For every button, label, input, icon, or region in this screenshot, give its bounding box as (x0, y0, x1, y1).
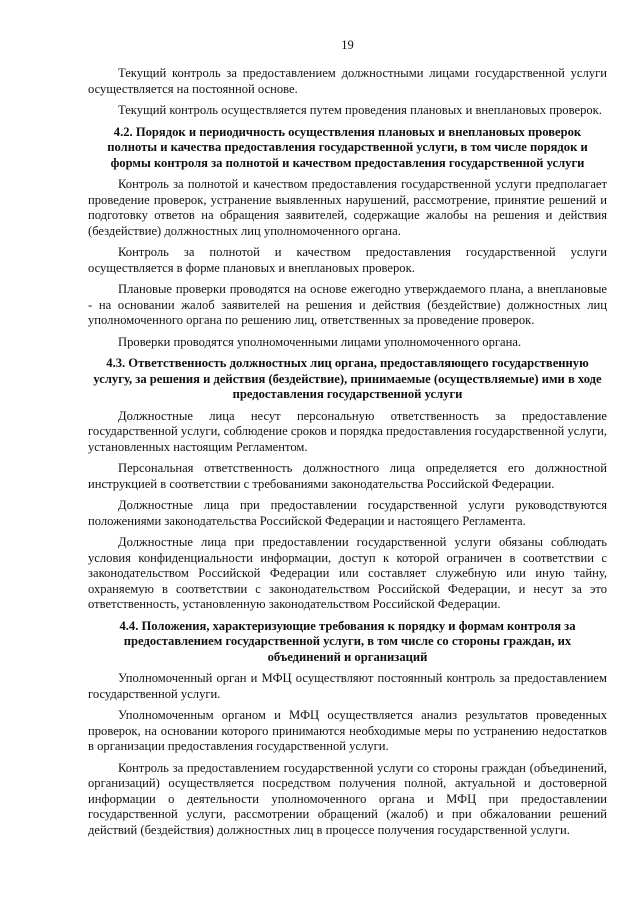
paragraph-quality-control-scope: Контроль за полнотой и качеством предоставления государственной услуги предполагает проведение проверок, устранение выявленных нарушений, рассмотрение, принятие решений и подготовку ответов на обращения заявителей, содержащие жалобы на решения и действия (бездействие) должностных лиц уполномоченного органа. (88, 177, 607, 238)
paragraph-job-description: Персональная ответственность должностного лица определяется его должностной инструкцией в соответствии с требованиями законодательства Российской Федерации. (88, 461, 607, 491)
paragraph-citizen-control: Контроль за предоставлением государственной услуги со стороны граждан (объединений, организаций) осуществляется посредством получения полной, актуальной и достоверной информации о деятельности уполномоченного органа и МФЦ при предоставлении государственной услуги, рассмотрении обращений (жалоб) и при обжаловании решений действий (бездействия) должностных лиц в процессе получения государственной услуги. (88, 760, 607, 837)
paragraph-quality-control-form: Контроль за полнотой и качеством предоставления государственной услуги осуществляется в форме плановых и внеплановых проверок. (88, 245, 607, 275)
paragraph-permanent-control: Уполномоченный орган и МФЦ осуществляют постоянный контроль за предоставлением государственной услуги. (88, 671, 607, 701)
paragraph-inspectors: Проверки проводятся уполномоченными лицами уполномоченного органа. (118, 334, 522, 349)
section-heading-4-2: 4.2. Порядок и периодичность осуществления плановых и внеплановых проверок полноты и качества предоставления государственной услуги, в том числе порядок и формы контроля за полнотой и качеством предоставления государственной услуги (107, 124, 588, 170)
paragraph-planned-inspections: Плановые проверки проводятся на основе ежегодно утверждаемого плана, а внеплановые - на основании жалоб заявителей на решения и действия (бездействие) должностных лиц уполномоченного органа по решению лиц, ответственных за проведение проверок. (88, 282, 607, 327)
paragraph-legislation-guidance: Должностные лица при предоставлении государственной услуги руководствуются положениями законодательства Российской Федерации и настоящего Регламента. (88, 498, 607, 528)
paragraph-results-analysis: Уполномоченным органом и МФЦ осуществляется анализ результатов проведенных проверок, на основании которого принимаются необходимые меры по устранению недостатков в организации предоставления государственной услуги. (88, 708, 607, 753)
paragraph-confidentiality: Должностные лица при предоставлении государственной услуги обязаны соблюдать условия конфиденциальности информации, доступ к которой ограничен в соответствии с законодательством Российской Федерации или составляет служебную или иную тайну, охраняемую в соответствии с законодательством Российской Федерации, и несут за это ответственность, установленную законодательством Российской Федерации. (88, 535, 607, 611)
page-number: 19 (341, 38, 354, 52)
section-heading-4-4: 4.4. Положения, характеризующие требования к порядку и формам контроля за предоставлением государственной услуги, в том числе со стороны граждан, их объединений и организаций (119, 618, 576, 664)
paragraph-current-control-inspections: Текущий контроль осуществляется путем проведения плановых и внеплановых проверок. (118, 103, 602, 117)
paragraph-personal-responsibility: Должностные лица несут персональную ответственность за предоставление государственной услуги, соблюдение сроков и порядка предоставления государственной услуги, установленных настоящим Регламентом. (88, 408, 607, 454)
section-heading-4-3: 4.3. Ответственность должностных лиц органа, предоставляющего государственную услугу, за решения и действия (бездействие), принимаемые (осуществляемые) ими в ходе предоставления государственной услуги (93, 356, 602, 401)
paragraph-current-control-basis: Текущий контроль за предоставлением должностными лицами государственной услуги осуществляется на постоянной основе. (88, 66, 607, 96)
